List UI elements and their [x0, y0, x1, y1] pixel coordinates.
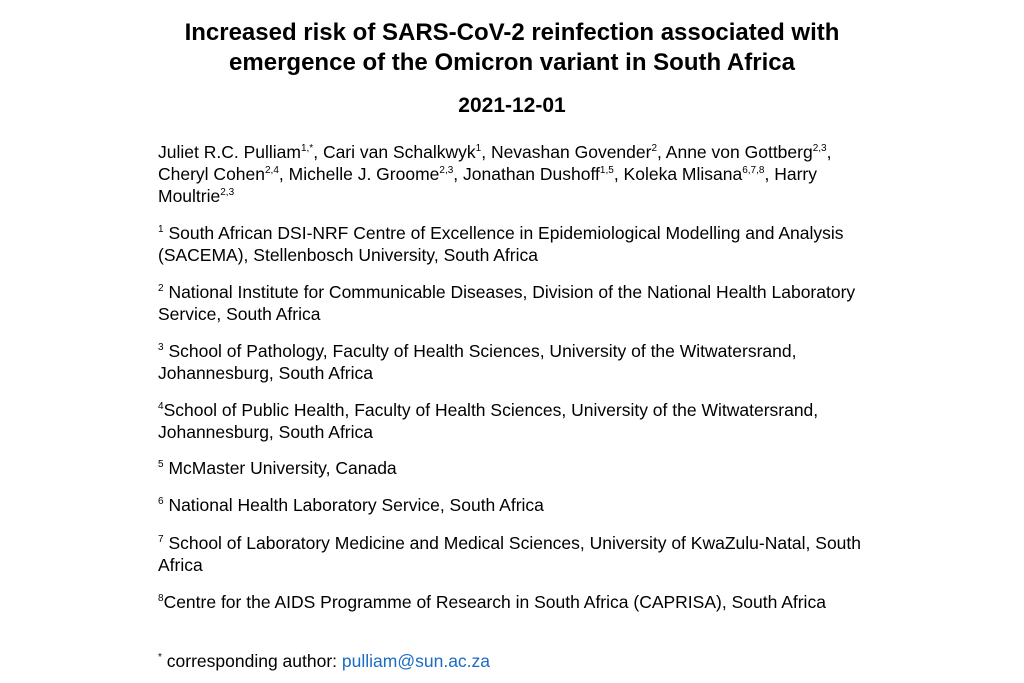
affiliation-4: [158, 399, 878, 443]
author-name: Jonathan Dushoff: [463, 164, 600, 184]
author-name: Koleka Mlisana: [623, 164, 743, 184]
author-separator: ,: [657, 142, 666, 162]
author-separator: ,: [481, 142, 491, 162]
affiliation-1: [158, 222, 878, 266]
affiliation-number: 8: [158, 593, 164, 604]
affiliation-7: [158, 532, 878, 576]
author-affiliation-sup: 2,3: [439, 165, 454, 176]
affiliation-number: 6: [158, 496, 164, 507]
author-name: Nevashan Govender: [490, 142, 652, 162]
author-separator: ,: [764, 164, 775, 184]
author-name: Juliet R.C. Pulliam: [158, 142, 301, 162]
corresponding-email-link[interactable]: pulliam@sun.ac.za: [341, 651, 491, 671]
affiliation-number: 3: [158, 342, 164, 353]
author: [463, 164, 624, 184]
affiliation-text: School of Public Health, Faculty of Health Sciences, University of the Witwatersrand, Johannesburg, South Africa: [158, 400, 819, 442]
corresponding-author: [158, 650, 878, 672]
author: [624, 164, 775, 184]
author-separator: ,: [826, 142, 832, 162]
author-separator: ,: [613, 164, 624, 184]
author: [323, 142, 491, 162]
author-affiliation-sup: 2,4: [265, 165, 279, 176]
affiliation-text: School of Laboratory Medicine and Medical Sciences, University of KwaZulu-Natal, South Africa: [158, 533, 862, 575]
affiliation-8: [158, 591, 878, 613]
affiliation-3: [158, 340, 878, 384]
author-name: Cari van Schalkwyk: [322, 142, 476, 162]
author: [289, 164, 463, 184]
affiliation-number: 4: [158, 401, 164, 412]
affiliation-2: [158, 281, 878, 325]
affiliation-5: [158, 457, 878, 479]
corresponding-mark: *: [158, 652, 162, 663]
affiliation-number: 7: [158, 534, 164, 545]
affiliation-text: School of Pathology, Faculty of Health Sciences, University of the Witwatersrand, Johannesburg, South Africa: [158, 341, 797, 383]
author-affiliation-sup: 1,5: [599, 165, 614, 176]
author-affiliation-sup: 6,7,8: [742, 165, 765, 176]
author-separator: ,: [278, 164, 289, 184]
affiliation-text: South African DSI-NRF Centre of Excellence in Epidemiological Modelling and Analysis (SACEMA), Stellenbosch University, South Africa: [158, 223, 844, 265]
paper-title: Increased risk of SARS-CoV-2 reinfection associated with emergence of the Omicron variant in South Africa: [184, 19, 840, 76]
author-separator: ,: [313, 142, 323, 162]
publication-date: 2021-12-01: [458, 94, 566, 117]
author-affiliation-sup: 2,3: [812, 143, 827, 154]
affiliation-number: 1: [158, 224, 164, 235]
author: [666, 142, 832, 162]
affiliation-text: National Health Laboratory Service, South Africa: [168, 495, 544, 515]
affiliation-6: [158, 494, 878, 516]
author-name: Anne von Gottberg: [665, 142, 813, 162]
author-affiliation-sup: 1,*: [300, 143, 314, 154]
affiliation-number: 2: [158, 283, 164, 294]
author-name: Michelle J. Groome: [288, 164, 440, 184]
affiliation-text: McMaster University, Canada: [168, 458, 397, 478]
affiliation-number: 5: [158, 459, 164, 470]
affiliation-text: Centre for the AIDS Programme of Research in South Africa (CAPRISA), South Africa: [163, 592, 826, 612]
author-list: [158, 141, 878, 207]
author-name: Cheryl Cohen: [158, 164, 265, 184]
author-name: Harry Moultrie: [158, 164, 817, 206]
author-affiliation-sup: 2,3: [220, 187, 235, 198]
author-affiliation-sup: 1: [475, 143, 482, 154]
affiliation-text: National Institute for Communicable Diseases, Division of the National Health Laboratory Service, South Africa: [158, 282, 856, 324]
author-affiliation-sup: 2: [651, 143, 658, 154]
author: [491, 142, 666, 162]
author: [158, 164, 289, 184]
author: [158, 142, 323, 162]
corresponding-label: corresponding author:: [166, 651, 342, 671]
author-separator: ,: [453, 164, 464, 184]
